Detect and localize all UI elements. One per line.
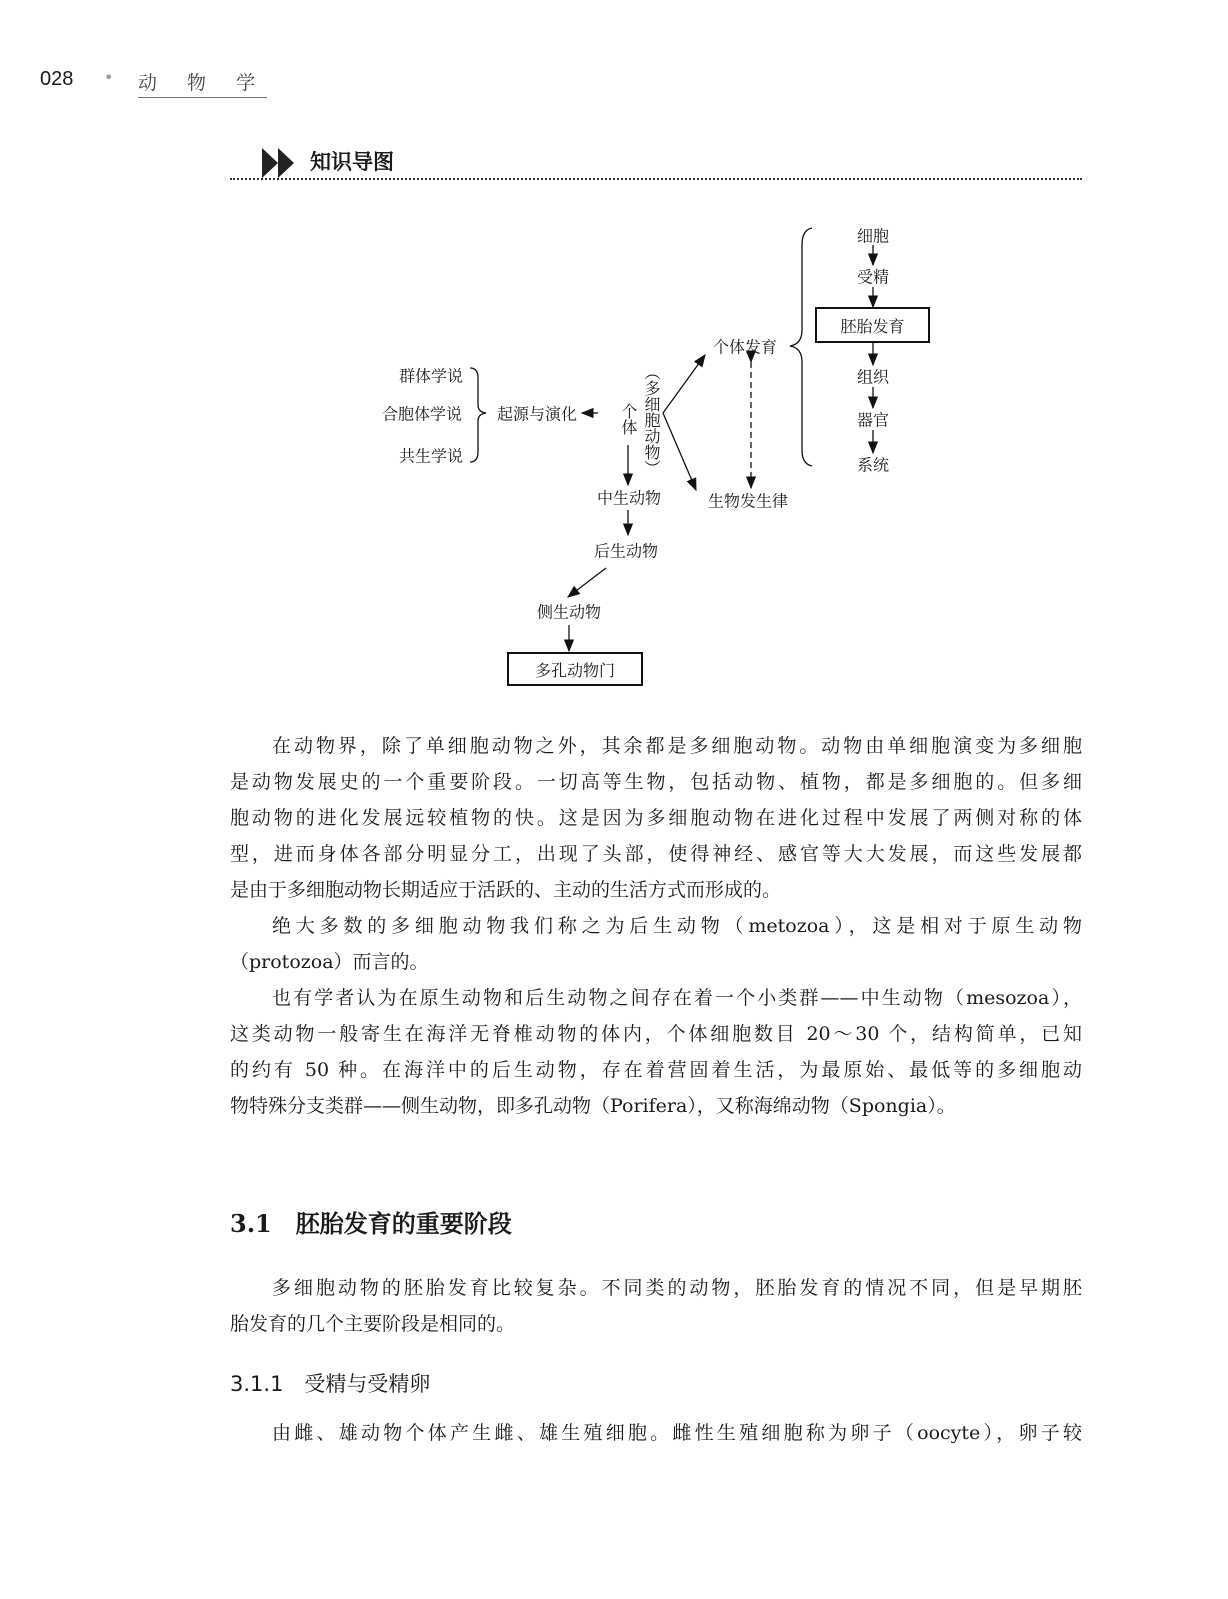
step-system: 系统 bbox=[856, 455, 890, 475]
text-line: 这类动物一般寄生在海洋无脊椎动物的体内，个体细胞数目 20～30 个，结构简单，已知 bbox=[230, 1023, 1082, 1045]
section-3-1-paragraph bbox=[230, 1270, 1082, 1342]
multicellular-note: （多细胞动物） bbox=[642, 364, 661, 476]
section-3-1-1-paragraph bbox=[230, 1415, 1082, 1451]
section-heading-3-1-1: 3.1.1 受精与受精卵 bbox=[230, 1372, 431, 1396]
text-line: 型，进而身体各部分明显分工，出现了头部，使得神经、感官等大大发展，而这些发展都 bbox=[230, 843, 1082, 865]
porifera-node: 多孔动物门 bbox=[534, 660, 615, 680]
knowledge-map-title: 知识导图 bbox=[310, 150, 394, 174]
individual-node: 个体 bbox=[619, 403, 638, 435]
text-line: 的约有 50 种。在海洋中的后生动物，存在着营固着生活，为最原始、最低等的多细胞动 bbox=[230, 1059, 1082, 1081]
running-header-title: 动 物 学 bbox=[138, 68, 267, 98]
individual-development-node: 个体发育 bbox=[712, 337, 778, 357]
text-line: （protozoa）而言的。 bbox=[230, 951, 429, 973]
step-embryo-development-box bbox=[815, 307, 930, 343]
origin-evolution-node: 起源与演化 bbox=[496, 404, 578, 424]
text-line: 由雌、雄动物个体产生雌、雄生殖细胞。雌性生殖细胞称为卵子（oocyte），卵子较 bbox=[272, 1422, 1082, 1444]
text-line: 绝大多数的多细胞动物我们称之为后生动物（metozoa），这是相对于原生动物 bbox=[272, 915, 1082, 937]
mesozoa-node: 中生动物 bbox=[596, 488, 662, 508]
text-line: 在动物界，除了单细胞动物之外，其余都是多细胞动物。动物由单细胞演变为多细胞 bbox=[272, 735, 1082, 757]
text-line: 物特殊分支类群——侧生动物，即多孔动物（Porifera），又称海绵动物（Spongia）。 bbox=[230, 1095, 956, 1117]
development-brace bbox=[790, 228, 812, 466]
theory-symbiosis: 共生学说 bbox=[398, 446, 464, 466]
text-line: 也有学者认为在原生动物和后生动物之间存在着一个小类群——中生动物（mesozoa）， bbox=[272, 987, 1082, 1009]
header-bullet: • bbox=[104, 68, 114, 87]
step-cell: 细胞 bbox=[856, 226, 890, 246]
metazoa-node: 后生动物 bbox=[593, 541, 659, 561]
step-fertilization: 受精 bbox=[856, 267, 890, 287]
step-organ: 器官 bbox=[856, 410, 890, 430]
porifera-box bbox=[507, 652, 643, 686]
text-line: 是由于多细胞动物长期适应于活跃的、主动的生活方式而形成的。 bbox=[230, 879, 782, 901]
text-line: 胞动物的进化发展远较植物的快。这是因为多细胞动物在进化过程中发展了两侧对称的体 bbox=[230, 807, 1082, 829]
text-line: 是动物发展史的一个重要阶段。一切高等生物，包括动物、植物，都是多细胞的。但多细 bbox=[230, 771, 1082, 793]
step-embryo-development: 胚胎发育 bbox=[840, 316, 905, 336]
page-number: 028 bbox=[40, 68, 74, 90]
parazoa-node: 侧生动物 bbox=[536, 602, 602, 622]
intro-paragraph-1 bbox=[230, 728, 1082, 1124]
theory-syncytial: 合胞体学说 bbox=[381, 404, 463, 424]
text-line: 多细胞动物的胚胎发育比较复杂。不同类的动物，胚胎发育的情况不同，但是早期胚 bbox=[272, 1277, 1082, 1299]
biogenetic-law-node: 生物发生律 bbox=[707, 491, 789, 511]
section-heading-3-1: 3.1 胚胎发育的重要阶段 bbox=[230, 1209, 512, 1238]
text-line: 胎发育的几个主要阶段是相同的。 bbox=[230, 1313, 516, 1335]
theories-brace bbox=[470, 368, 486, 462]
theory-colony: 群体学说 bbox=[398, 366, 464, 386]
knowledge-map-connectors bbox=[0, 0, 1228, 720]
step-tissue: 组织 bbox=[856, 367, 890, 387]
